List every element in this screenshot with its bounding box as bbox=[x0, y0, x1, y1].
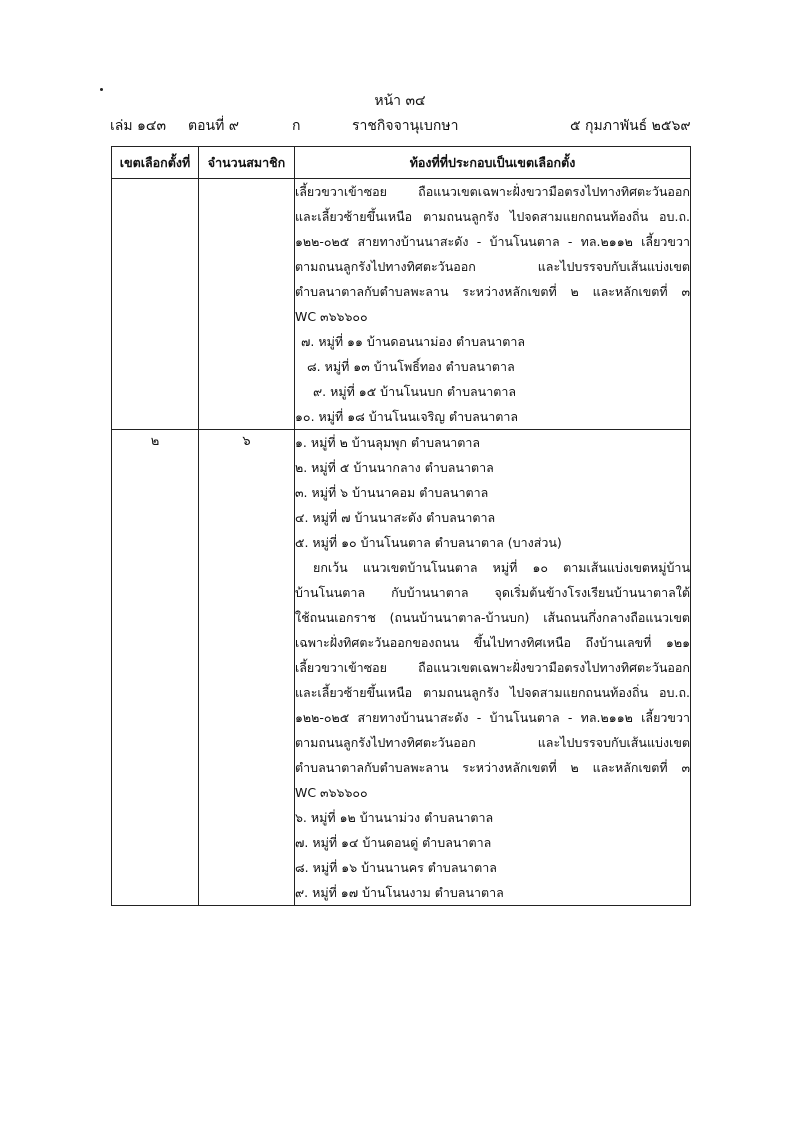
list-item: ๒. หมู่ที่ ๕ บ้านนากลาง ตำบลนาตาล bbox=[295, 460, 494, 475]
area-cell bbox=[295, 430, 691, 906]
publication-date: ๕ กุมภาพันธ์ ๒๕๖๙ bbox=[570, 118, 691, 134]
header-zone: เขตเลือกตั้งที่ bbox=[112, 147, 199, 179]
list-item: ๘. หมู่ที่ ๑๓ บ้านโพธิ์ทอง ตำบลนาตาล bbox=[307, 359, 515, 374]
area-line: และเลี้ยวซ้ายขึ้นเหนือ ตามถนนลูกรัง ไปจดสามแยกถนนท้องถิ่น อบ.ถ. bbox=[295, 209, 690, 224]
list-item: ๔. หมู่ที่ ๗ บ้านนาสะดัง ตำบลนาตาล bbox=[295, 510, 496, 525]
page-number: หน้า ๓๔ bbox=[374, 93, 426, 109]
table-row bbox=[112, 179, 691, 430]
list-item: ๑๐. หมู่ที่ ๑๘ บ้านโนนเจริญ ตำบลนาตาล bbox=[295, 409, 519, 424]
area-line: ตามถนนลูกรังไปทางทิศตะวันออก และไปบรรจบกับเส้นแบ่งเขต bbox=[295, 735, 690, 750]
area-line: เลี้ยวขวาเข้าซอย ถือแนวเขตเฉพาะฝั่งขวามือตรงไปทางทิศตะวันออก bbox=[295, 660, 690, 675]
header-members: จำนวนสมาชิก bbox=[199, 147, 295, 179]
area-line: ใช้ถนนเอกราช (ถนนบ้านนาตาล-บ้านบก) เส้นถนนกึ่งกลางถือแนวเขต bbox=[295, 610, 690, 625]
area-line: เลี้ยวขวาเข้าซอย ถือแนวเขตเฉพาะฝั่งขวามือตรงไปทางทิศตะวันออก bbox=[295, 184, 690, 199]
table-header-row bbox=[112, 147, 691, 179]
area-line: ๑๒๒-๐๒๕ สายทางบ้านนาสะดัง - บ้านโนนตาล - ทล.๒๑๑๒ เลี้ยวขวา bbox=[295, 710, 690, 725]
zone-cell bbox=[112, 179, 199, 430]
area-line: บ้านโนนตาล กับบ้านนาตาล จุดเริ่มต้นข้างโรงเรียนบ้านนาตาลใต้ bbox=[295, 585, 690, 600]
area-line: ยกเว้น แนวเขตบ้านโนนตาล หมู่ที่ ๑๐ ตามเส้นแบ่งเขตหมู่บ้าน bbox=[313, 560, 690, 575]
list-item: ๘. หมู่ที่ ๑๖ บ้านนานคร ตำบลนาตาล bbox=[295, 860, 497, 875]
list-item: ๓. หมู่ที่ ๖ บ้านนาคอม ตำบลนาตาล bbox=[295, 485, 489, 500]
area-line: เฉพาะฝั่งทิศตะวันออกของถนน ขึ้นไปทางทิศเหนือ ถึงบ้านเลขที่ ๑๒๑ bbox=[295, 635, 690, 650]
area-line: WC ๓๖๖๖๐๐ bbox=[295, 785, 368, 800]
list-item: ๙. หมู่ที่ ๑๗ บ้านโนนงาม ตำบลนาตาล bbox=[295, 885, 504, 900]
list-item: ๖. หมู่ที่ ๑๒ บ้านนาม่วง ตำบลนาตาล bbox=[295, 810, 494, 825]
members-cell bbox=[199, 179, 295, 430]
header-area: ท้องที่ที่ประกอบเป็นเขตเลือกตั้ง bbox=[295, 147, 691, 179]
zone-cell: ๒ bbox=[112, 430, 199, 906]
list-item: ๙. หมู่ที่ ๑๕ บ้านโนนบก ตำบลนาตาล bbox=[313, 384, 517, 399]
issue-label: ตอนที่ ๙ bbox=[188, 118, 240, 134]
volume-label: เล่ม ๑๔๓ bbox=[110, 118, 167, 134]
constituency-table bbox=[111, 146, 691, 906]
area-line: ๑๒๒-๐๒๕ สายทางบ้านนาสะดัง - บ้านโนนตาล - ทล.๒๑๑๒ เลี้ยวขวา bbox=[295, 234, 690, 249]
table-row bbox=[112, 430, 691, 906]
list-item: ๗. หมู่ที่ ๑๑ บ้านดอนนาม่อง ตำบลนาตาล bbox=[301, 334, 526, 349]
list-item: ๗. หมู่ที่ ๑๔ บ้านดอนดู่ ตำบลนาตาล bbox=[295, 835, 492, 850]
gazette-header bbox=[110, 115, 720, 137]
area-line: ตำบลนาตาลกับตำบลพะลาน ระหว่างหลักเขตที่ ๒ และหลักเขตที่ ๓ bbox=[295, 284, 690, 299]
publication-name: ราชกิจจานุเบกษา bbox=[352, 118, 459, 134]
area-line: และเลี้ยวซ้ายขึ้นเหนือ ตามถนนลูกรัง ไปจดสามแยกถนนท้องถิ่น อบ.ถ. bbox=[295, 685, 690, 700]
area-line: ตามถนนลูกรังไปทางทิศตะวันออก และไปบรรจบกับเส้นแบ่งเขต bbox=[295, 259, 690, 274]
area-cell bbox=[295, 179, 691, 430]
list-item: ๕. หมู่ที่ ๑๐ บ้านโนนตาล ตำบลนาตาล (บางส่วน) bbox=[295, 535, 562, 550]
section-label: ก bbox=[292, 118, 301, 134]
list-item: ๑. หมู่ที่ ๒ บ้านลุมพุก ตำบลนาตาล bbox=[295, 435, 481, 450]
members-cell: ๖ bbox=[199, 430, 295, 906]
area-line: ตำบลนาตาลกับตำบลพะลาน ระหว่างหลักเขตที่ ๒ และหลักเขตที่ ๓ bbox=[295, 760, 690, 775]
area-line: WC ๓๖๖๖๐๐ bbox=[295, 309, 368, 324]
